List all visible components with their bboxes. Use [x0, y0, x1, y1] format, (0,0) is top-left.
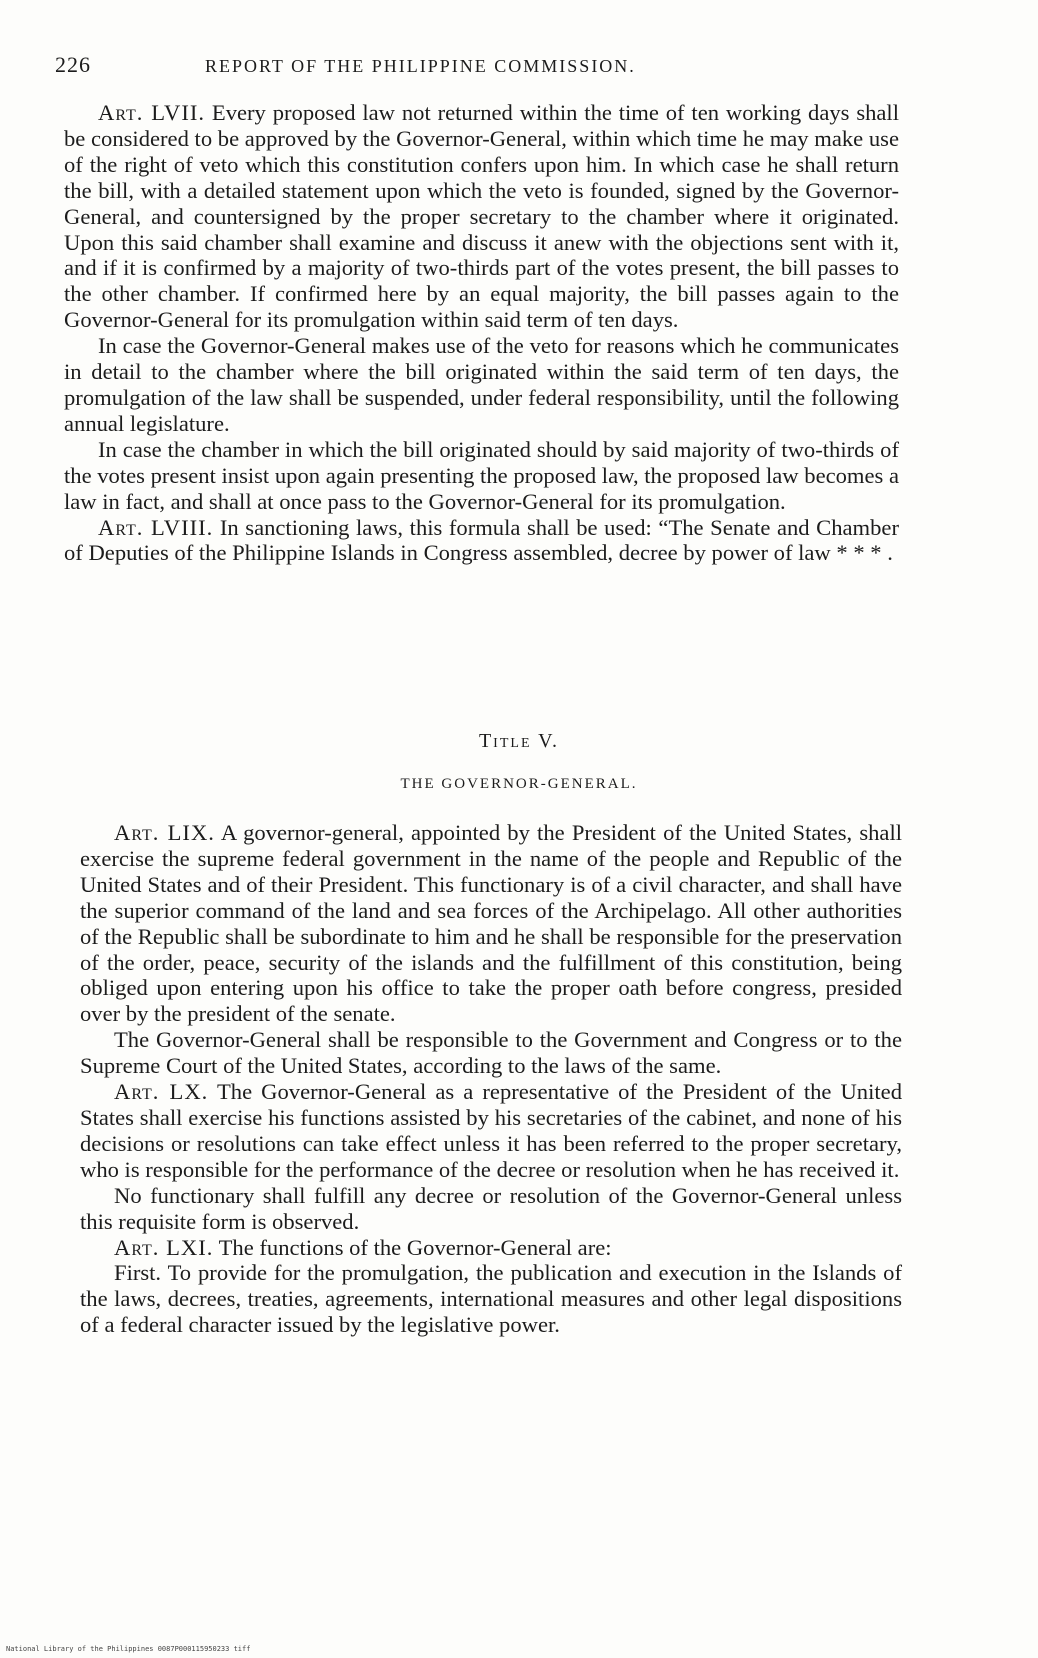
paragraph-art-lix	[80, 820, 902, 1027]
paragraph-text: In sanctioning laws, this formula shall be used: “The Senate and Chamber of Deputies of the Philippine Islands in Congress assembled, decree by power of law * * * .	[64, 514, 899, 566]
paragraph-override	[64, 437, 899, 515]
article-label: Art. LXI.	[114, 1234, 214, 1260]
paragraph-veto-suspension	[64, 333, 899, 437]
paragraph-responsibility	[80, 1027, 902, 1079]
paragraph-first-function	[80, 1260, 902, 1338]
body-text-bottom	[80, 820, 902, 1338]
running-title: REPORT OF THE PHILIPPINE COMMISSION.	[205, 56, 636, 76]
paragraph-text: The Governor-General as a representative of the President of the United States shall exercise his functions assisted by his secretaries of the cabinet, and none of his decisions or resolutions can take effect unless it has been referred to the proper secretary, who is responsible for the performance of the decree or resolution when he has received it.	[80, 1079, 902, 1182]
scan-footer: National Library of the Philippines 0087P000115950233 tiff	[6, 1645, 251, 1653]
paragraph-text: A governor-general, appointed by the President of the United States, shall exercise the supreme federal government in the name of the people and Republic of the United States and of their President. This functionary is of a civil character, and shall have the superior command of the land and sea forces of the Archipelago. All other authorities of the Republic shall be subordinate to him and he shall be responsible for the preservation of the order, peace, security of the islands and the fulfillment of this constitution, being obliged upon entering upon his office to take the proper oath before congress, presided over by the president of the senate.	[80, 820, 902, 1027]
paragraph-art-lxi	[80, 1235, 902, 1261]
paragraph-art-lviii	[64, 515, 899, 567]
section-heading: THE GOVERNOR-GENERAL.	[400, 776, 638, 792]
page-number: 226	[55, 52, 91, 77]
paragraph-art-lvii	[64, 100, 899, 333]
paragraph-text: The functions of the Governor-General are:	[213, 1234, 612, 1260]
article-label: Art. LVII.	[98, 100, 206, 125]
paragraph-text: In case the Governor-General makes use of the veto for reasons which he communicates in detail to the chamber where the bill originated within the said term of ten days, the promulgation of the law shall be suspended, under federal responsibility, until the following annual legislature.	[64, 333, 899, 436]
article-label: Art. LIX.	[114, 820, 215, 845]
paragraph-text: No functionary shall fulfill any decree or resolution of the Governor-General unless this requisite form is observed.	[80, 1182, 902, 1234]
paragraph-text: First. To provide for the promulgation, the publication and execution in the Islands of the laws, decrees, treaties, agreements, international measures and other legal dispositions of a federal character issued by the legislative power.	[80, 1260, 902, 1338]
paragraph-text: In case the chamber in which the bill originated should by said majority of two-thirds of the votes present insist upon again presenting the proposed law, the proposed law becomes a law in fact, and shall at once pass to the Governor-General for its promulgation.	[64, 436, 899, 514]
body-text-top	[64, 100, 899, 566]
article-label: Art. LVIII.	[98, 514, 214, 540]
paragraph-text: The Governor-General shall be responsible to the Government and Congress or to the Supreme Court of the United States, according to the laws of the same.	[80, 1027, 902, 1079]
title-heading: Title V.	[478, 730, 560, 752]
running-head	[55, 52, 775, 82]
paragraph-art-lx	[80, 1079, 902, 1183]
article-label: Art. LX.	[114, 1079, 209, 1105]
paragraph-text: Every proposed law not returned within the time of ten working days shall be considered to be approved by the Governor-General, within which time he may make use of the right of veto which this constitution confers upon him. In which case he shall return the bill, with a detailed statement upon which the veto is founded, signed by the Governor-General, and countersigned by the proper secretary to the chamber where it originated. Upon this said chamber shall examine and discuss it anew with the objections sent with it, and if it is confirmed by a majority of two-thirds part of the votes present, the bill passes to the other chamber. If confirmed here by an equal majority, the bill passes again to the Governor-General for its promulgation within said term of ten days.	[64, 100, 899, 333]
paragraph-requisite-form	[80, 1183, 902, 1235]
